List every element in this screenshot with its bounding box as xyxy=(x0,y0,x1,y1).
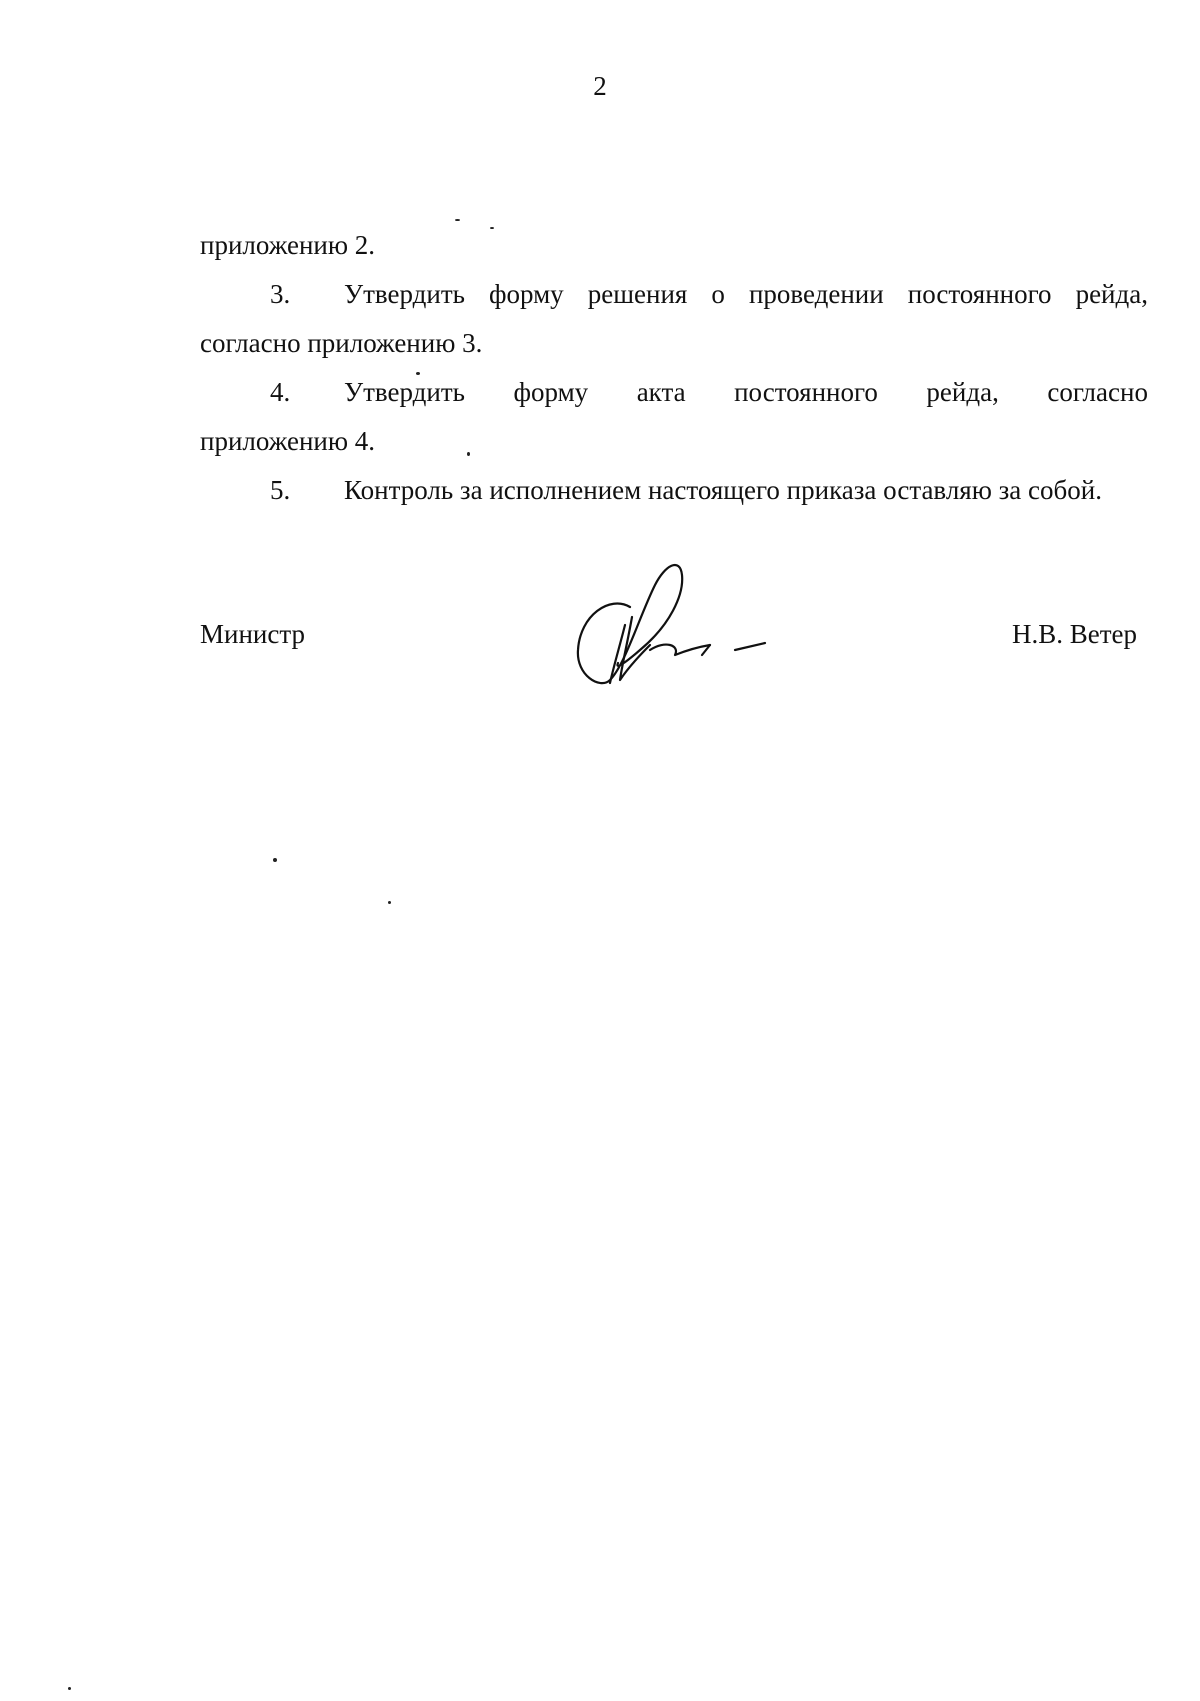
word: рейда, xyxy=(1075,279,1148,309)
word: постоянного xyxy=(907,279,1052,309)
scan-speck xyxy=(416,372,420,375)
word: рейда, xyxy=(926,377,999,407)
word: решения xyxy=(587,279,688,309)
scan-speck xyxy=(273,858,277,862)
page-number: 2 xyxy=(593,71,607,101)
item-3-line-1 xyxy=(344,278,1148,310)
scan-speck xyxy=(467,452,470,456)
item-4-number: 4. xyxy=(270,377,291,407)
scan-speck xyxy=(455,219,460,221)
item-3-number: 3. xyxy=(270,279,291,309)
word: форму xyxy=(489,279,564,309)
item-5-number: 5. xyxy=(270,475,291,505)
item-5-text: Контроль за исполнением настоящего приказа оставляю за собой. xyxy=(344,475,1102,505)
word: о xyxy=(711,279,725,309)
scan-speck xyxy=(68,1687,71,1690)
item-2-tail: приложению 2. xyxy=(200,230,376,260)
signatory-position: Министр xyxy=(200,619,305,649)
word: Утвердить xyxy=(344,377,465,407)
item-3-line-2: согласно приложению 3. xyxy=(200,328,483,358)
word: согласно xyxy=(1047,377,1148,407)
word: форму xyxy=(513,377,589,407)
word: акта xyxy=(636,377,686,407)
handwritten-signature xyxy=(570,555,790,695)
word: постоянного xyxy=(734,377,878,407)
item-4-line-1 xyxy=(344,376,1148,408)
word: проведении xyxy=(748,279,884,309)
scan-speck xyxy=(388,901,391,904)
word: Утвердить xyxy=(344,279,465,309)
scan-speck xyxy=(490,227,494,229)
signatory-name: Н.В. Ветер xyxy=(1012,619,1138,649)
item-4-line-2: приложению 4. xyxy=(200,426,376,456)
